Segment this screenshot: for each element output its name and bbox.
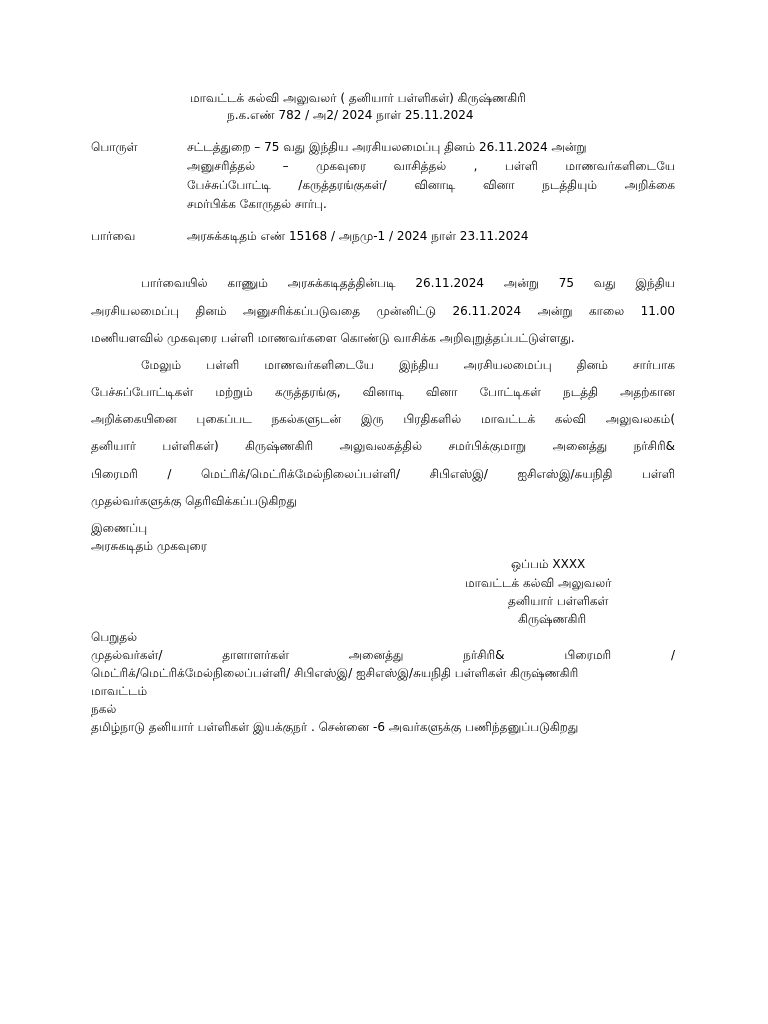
para2-line-1: மேலும் பள்ளி மாணவர்களிடையே இந்திய அரசியலமைப்பு தினம் சார்பாக xyxy=(141,358,675,372)
para2-line-4: தனியார் பள்ளிகள்) கிருஷ்ணகிரி அலுவலகத்தில் சமர்பிக்குமாறு அனைத்து நர்சிரி& xyxy=(91,439,675,453)
para1-line-3: மணியளவில் முகவுரை பள்ளி மாணவர்களை கொண்டு வாசிக்க அறிவுறுத்தப்பட்டுள்ளது. xyxy=(91,331,575,345)
signature-place: கிருஷ்ணகிரி xyxy=(518,612,587,626)
para2-line-2: பேச்சுப்போட்டிகள் மற்றும் கருத்தரங்கு, வினாடி வினா போட்டிகள் நடத்தி அதற்கான xyxy=(91,385,675,399)
para2-line-5: பிரைமரி / மெட்ரிக்/மெட்ரிக்மேல்நிலைப்பள்ளி/ சிபிஎஸ்இ/ ஐசிஎஸ்இ/சுயநிதி பள்ளி xyxy=(91,467,675,481)
para2-line-6: முதல்வர்களுக்கு தெரிவிக்கப்படுகிறது xyxy=(91,494,297,508)
subject-text-1: சட்டத்துறை – 75 வது இந்திய அரசியலமைப்பு தினம் 26.11.2024 அன்று xyxy=(187,140,587,154)
para1-line-1: பார்வையில் காணும் அரசுக்கடிதத்தின்படி 26.11.2024 அன்று 75 வது இந்திய xyxy=(141,276,675,290)
enclosure-label: இணைப்பு xyxy=(91,521,148,535)
recipients-line-1: முதல்வர்கள்/ தாளாளர்கள் அனைத்து நர்சிரி& பிரைமரி / xyxy=(91,648,675,662)
para1-line-2: அரசியலமைப்பு தினம் அனுசரிக்கப்படுவதை முன்னிட்டு 26.11.2024 அன்று காலை 11.00 xyxy=(91,304,675,318)
signature-dept: தனியார் பள்ளிகள் xyxy=(508,594,609,608)
reference-label: பார்வை xyxy=(91,229,136,243)
subject-line-3: பேச்சுப்போட்டி /கருத்தரங்குகள்/ வினாடி வினா நடத்தியும் அறிக்கை xyxy=(187,178,675,192)
subject-line-1 xyxy=(187,140,675,154)
recipients-line-3: மாவட்டம் xyxy=(91,684,148,698)
office-heading: மாவட்டக் கல்வி அலுவலர் ( தனியார் பள்ளிகள்) கிருஷ்ணகிரி xyxy=(190,91,526,105)
reference-letter-text: அரசுக்கடிதம் எண் 15168 / அநமு-1 / 2024 நாள் 23.11.2024 xyxy=(187,229,529,243)
subject-label: பொருள் xyxy=(91,140,138,154)
reference-number: ந.க.எண் 782 / அ2/ 2024 நாள் 25.11.2024 xyxy=(227,108,474,122)
recipients-line-2: மெட்ரிக்/மெட்ரிக்மேல்நிலைப்பள்ளி/ சிபிஎஸ்இ/ ஐசிஎஸ்இ/சுயநிதி பள்ளிகள் கிருஷ்ணகிரி xyxy=(91,666,579,680)
signature-title: மாவட்டக் கல்வி அலுவலர் xyxy=(465,576,612,590)
copy-text: தமிழ்நாடு தனியார் பள்ளிகள் இயக்குநர் . சென்னை -6 அவர்களுக்கு பணிந்தனுப்படுகிறது xyxy=(91,720,579,734)
copy-label: நகல் xyxy=(91,702,117,716)
enclosure-item: அரசுகடிதம் முகவுரை xyxy=(91,539,207,553)
recipients-label: பெறுதல் xyxy=(91,630,138,644)
para2-line-3: அறிக்கையினை புகைப்பட நகல்களுடன் இரு பிரதிகளில் மாவட்டக் கல்வி அலுவலகம்( xyxy=(91,412,675,426)
subject-line-4: சமர்பிக்க கோருதல் சார்பு. xyxy=(187,197,327,211)
signature-sign: ஒப்பம் XXXX xyxy=(511,557,586,571)
subject-line-2: அனுசரித்தல் – முகவுரை வாசித்தல் , பள்ளி மாணவர்களிடையே xyxy=(187,159,675,173)
